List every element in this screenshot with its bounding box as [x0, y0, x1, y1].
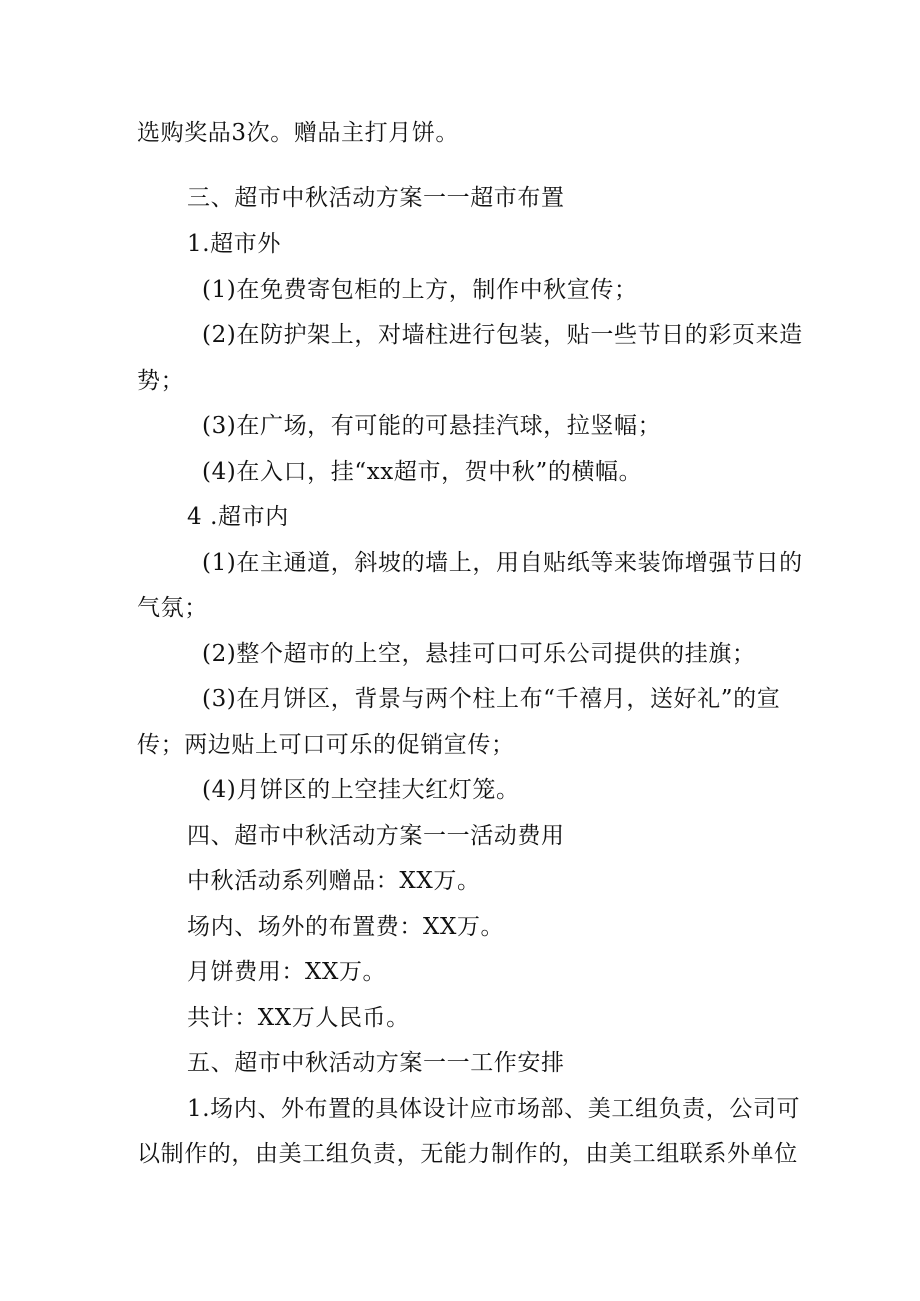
subheading: 1.超市外	[187, 231, 281, 257]
text-line: 传；两边贴上可口可乐的促销宣传；	[137, 732, 515, 758]
list-item: (4)在入口，挂“xx超市，贺中秋”的横幅。	[202, 459, 643, 485]
section-heading: 四、超市中秋活动方案一一活动费用	[187, 823, 565, 849]
list-item: (2)整个超市的上空，悬挂可口可乐公司提供的挂旗；	[202, 641, 756, 667]
list-item: (1)在免费寄包柜的上方，制作中秋宣传；	[202, 277, 638, 303]
list-item: (3)在广场，有可能的可悬挂汽球，拉竖幅；	[202, 413, 662, 439]
text-line: 月饼费用：XX万。	[187, 959, 387, 985]
text-line: 共计：XX万人民币。	[187, 1005, 410, 1031]
text-line: 中秋活动系列赠品：XX万。	[187, 868, 481, 894]
list-item: (1)在主通道，斜坡的墙上，用自贴纸等来装饰增强节日的	[202, 550, 803, 576]
list-item: (2)在防护架上，对墙柱进行包装，贴一些节日的彩页来造	[202, 322, 803, 348]
subheading: 4 .超市内	[187, 504, 289, 530]
section-heading: 五、超市中秋活动方案一一工作安排	[187, 1050, 565, 1076]
text-line: 势；	[137, 368, 185, 394]
text-line: 1.场内、外布置的具体设计应市场部、美工组负责，公司可	[187, 1096, 801, 1122]
section-heading: 三、超市中秋活动方案一一超市布置	[187, 185, 565, 211]
list-item: (4)月饼区的上空挂大红灯笼。	[202, 777, 520, 803]
text-line: 以制作的，由美工组负责，无能力制作的，由美工组联系外单位	[137, 1141, 798, 1167]
list-item: (3)在月饼区，背景与两个柱上布“千禧月，送好礼”的宣	[202, 686, 781, 712]
text-line: 场内、场外的布置费：XX万。	[187, 914, 505, 940]
text-line: 选购奖品3次。赠品主打月饼。	[137, 120, 460, 146]
text-line: 气氛；	[137, 595, 208, 621]
